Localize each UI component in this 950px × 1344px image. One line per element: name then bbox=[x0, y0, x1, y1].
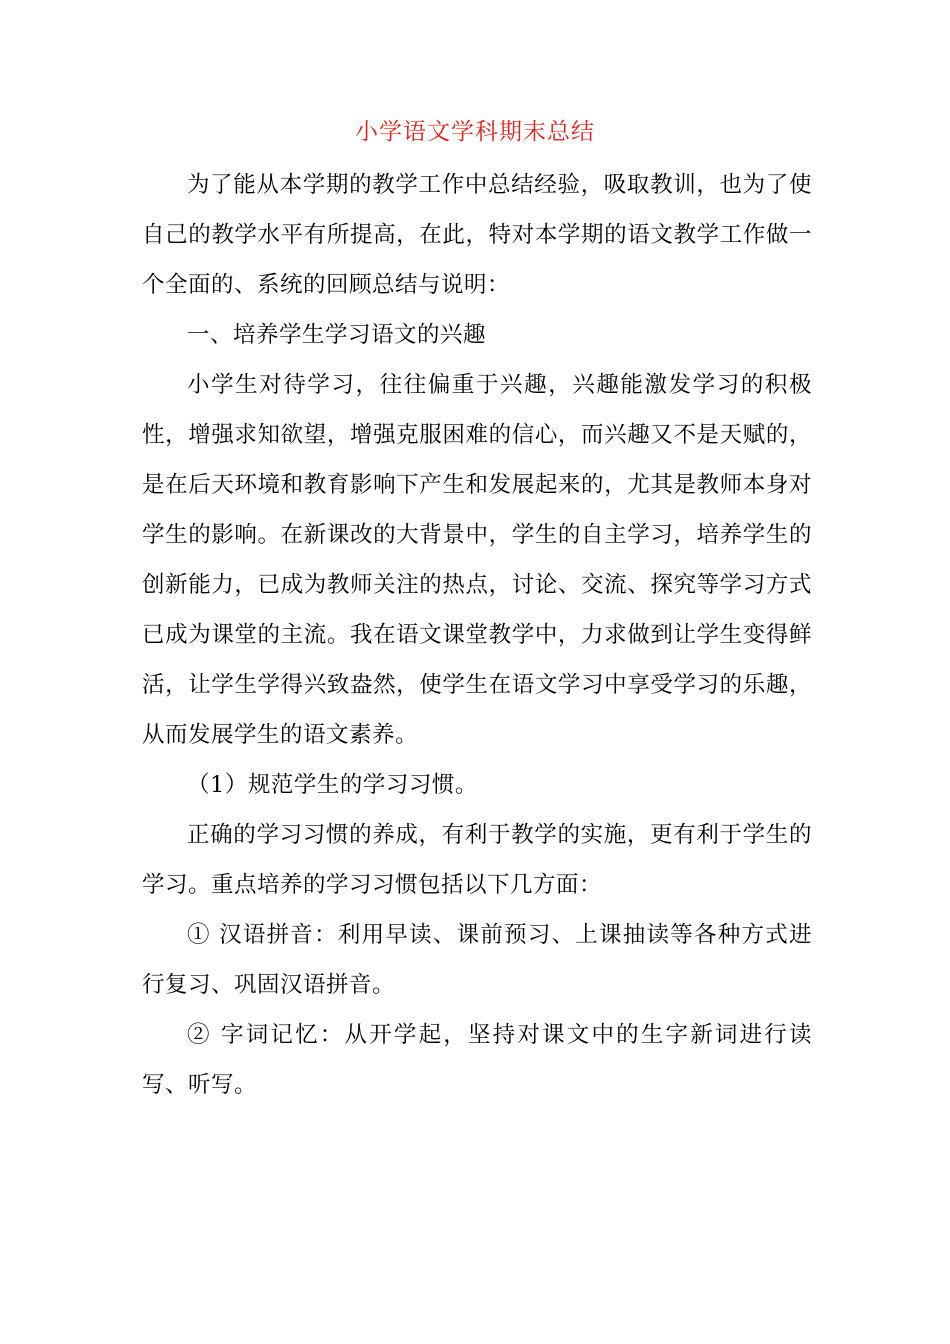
document-body bbox=[142, 160, 812, 1110]
list-item-vocabulary: ② 字词记忆：从开学起，坚持对课文中的生字新词进行读写、听写。 bbox=[142, 1022, 812, 1098]
subheading-habits: （1）规范学生的学习习惯。 bbox=[187, 772, 478, 798]
paragraph-habits: 正确的学习习惯的养成，有利于教学的实施，更有利于学生的学习。重点培养的学习习惯包括以下几方面： bbox=[142, 822, 812, 898]
document-title: 小学语文学科期末总结 bbox=[355, 119, 595, 145]
list-item-pinyin: ① 汉语拼音：利用早读、课前预习、上课抽读等各种方式进行复习、巩固汉语拼音。 bbox=[142, 922, 812, 998]
section-heading-interest: 一、培养学生学习语文的兴趣 bbox=[187, 322, 487, 348]
paragraph-interest: 小学生对待学习，往往偏重于兴趣，兴趣能激发学习的积极性，增强求知欲望，增强克服困难的信心，而兴趣又不是天赋的，是在后天环境和教育影响下产生和发展起来的，尤其是教师本身对学生的影响。在新课改的大背景中，学生的自主学习，培养学生的创新能力，已成为教师关注的热点，讨论、交流、探究等学习方式已成为课堂的主流。我在语文课堂教学中，力求做到让学生变得鲜活，让学生学得兴致盎然，使学生在语文学习中享受学习的乐趣，从而发展学生的语文素养。 bbox=[142, 372, 812, 748]
paragraph-intro: 为了能从本学期的教学工作中总结经验，吸取教训，也为了使自己的教学水平有所提高，在此，特对本学期的语文教学工作做一个全面的、系统的回顾总结与说明： bbox=[142, 172, 812, 298]
